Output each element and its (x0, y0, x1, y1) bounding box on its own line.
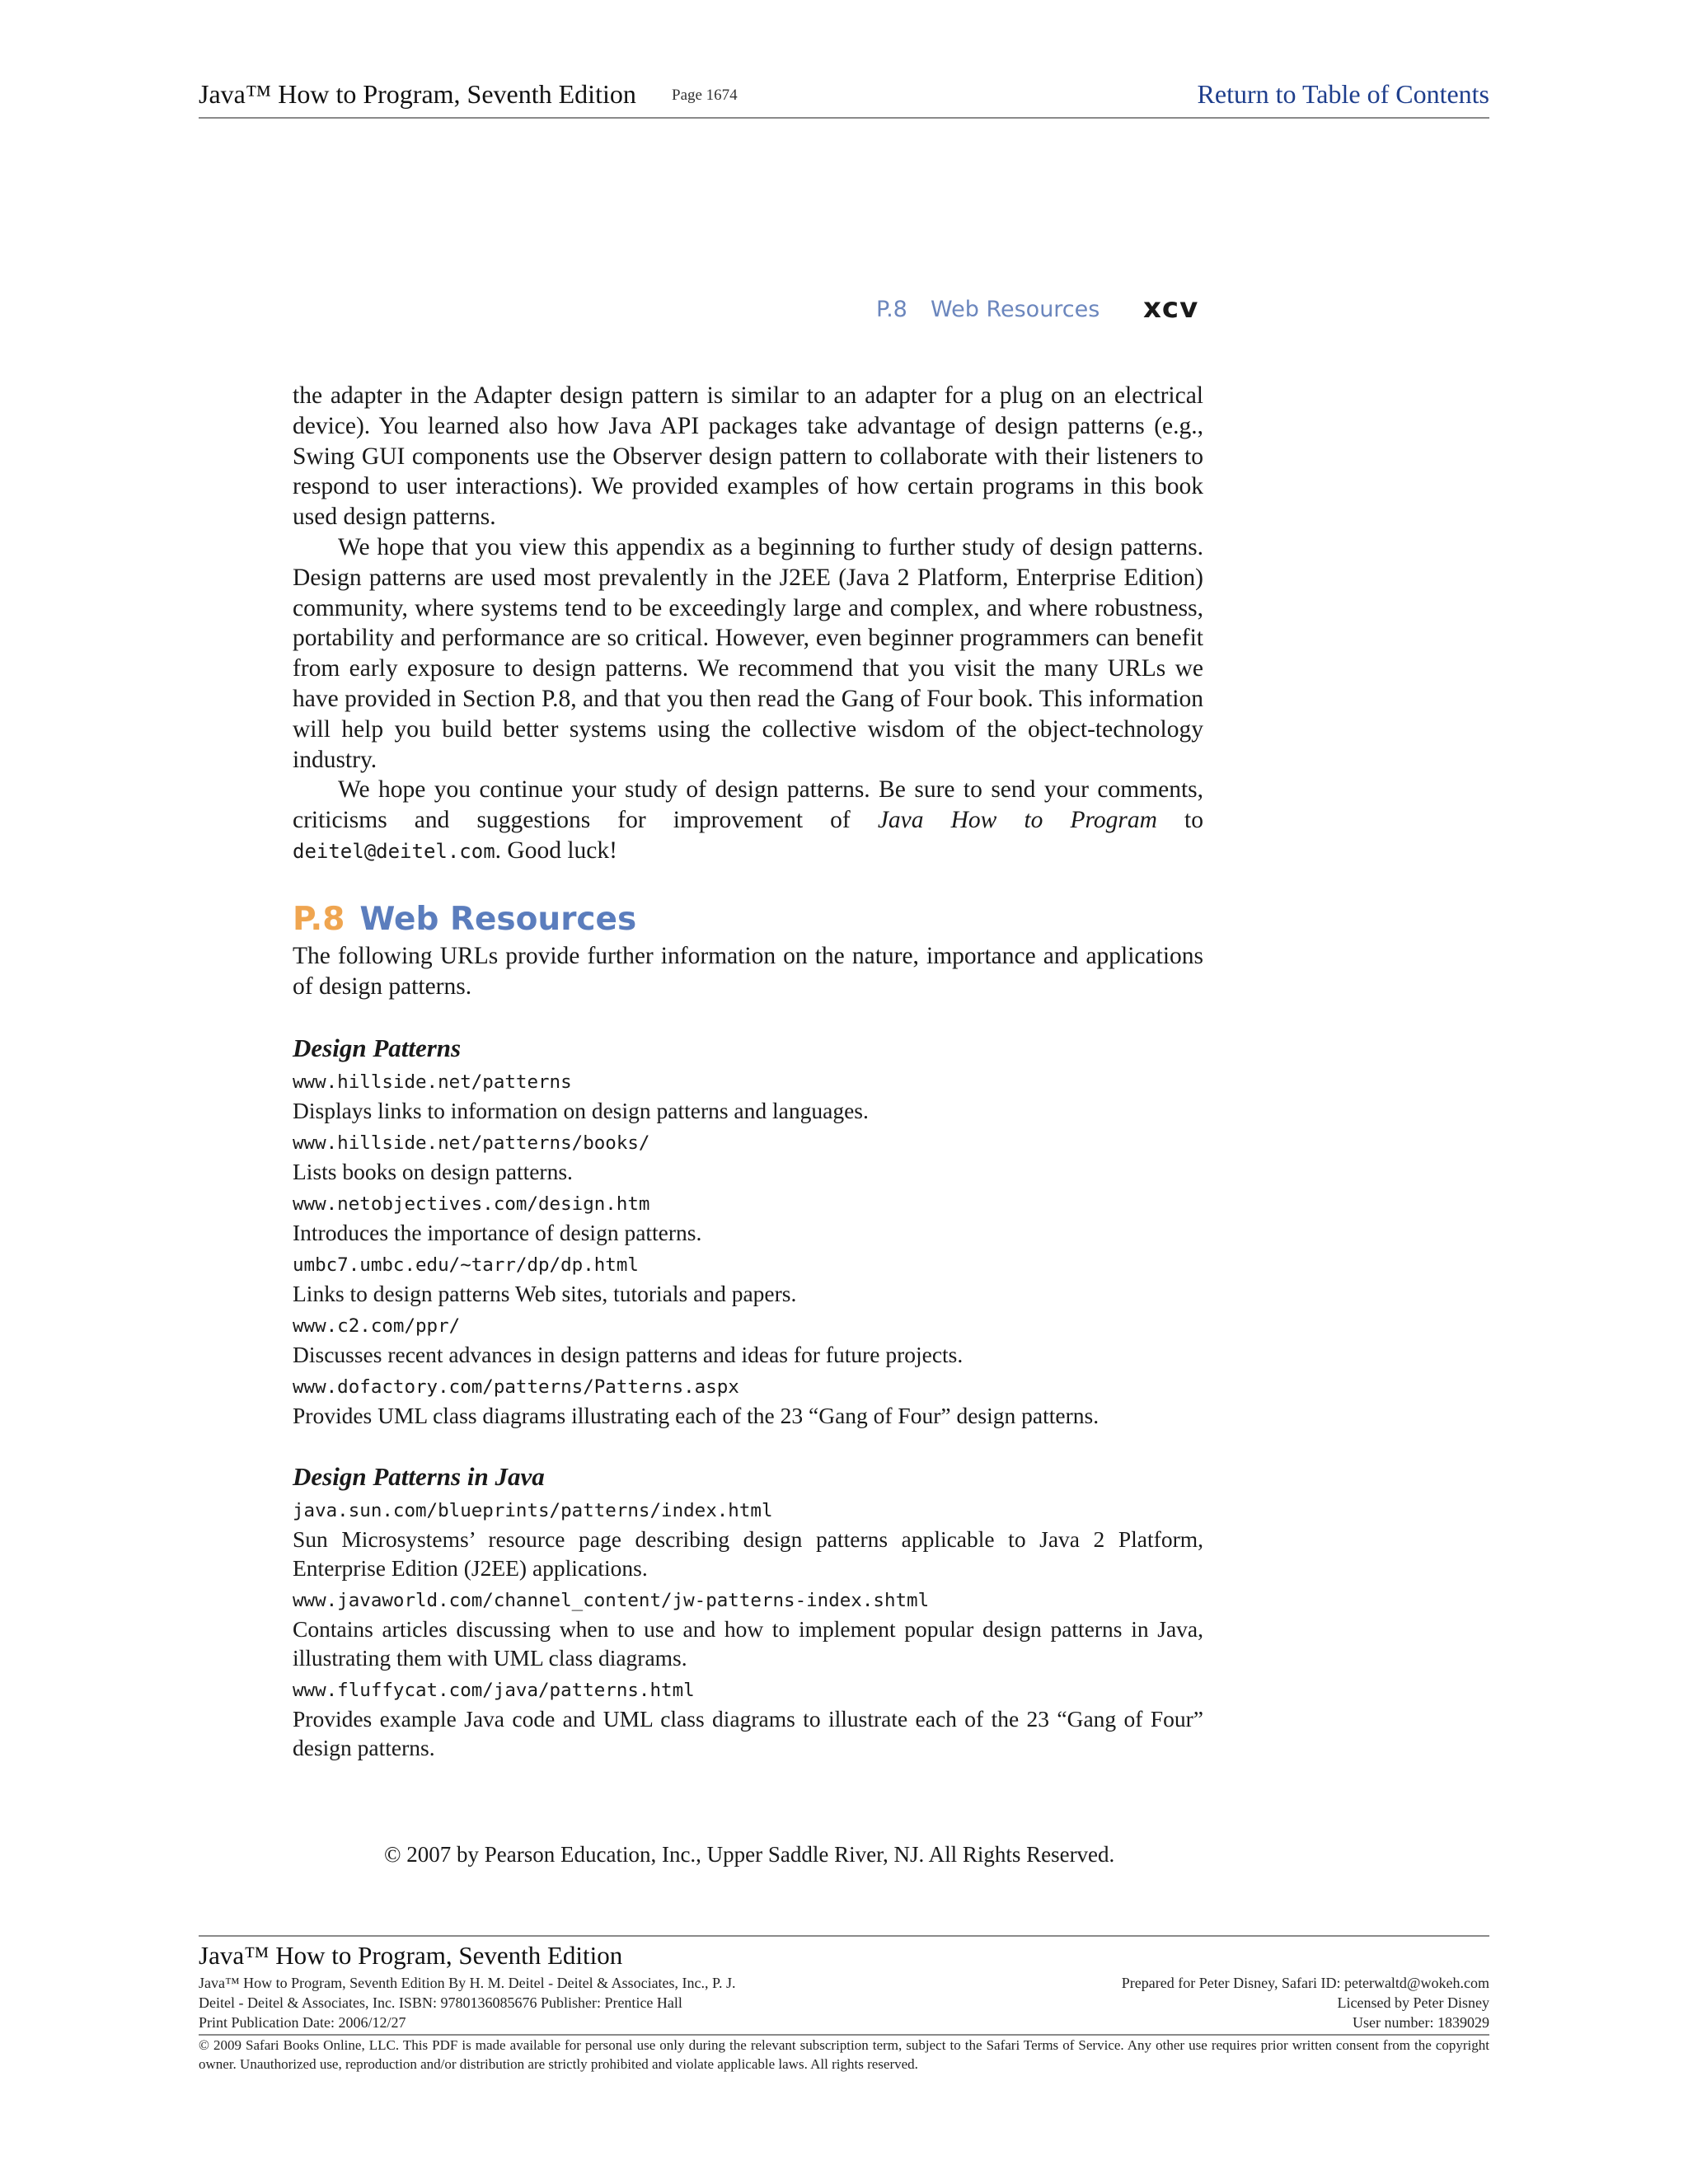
resource-item (293, 1188, 1203, 1247)
section-heading (293, 898, 1203, 941)
resource-url: www.hillside.net/patterns/books/ (293, 1132, 650, 1155)
body-paragraph: the adapter in the Adapter design pattern is similar to an adapter for a plug on an electrical device). You learned also how Java API packages take advantage of design patterns (e.g., Swing GUI components use the Observer design pattern to collaborate with their listeners to respond to user interactions). We provided examples of how certain programs in this book used design patterns. (293, 382, 1203, 531)
resource-group-heading: Design Patterns (293, 1033, 462, 1063)
resource-description: Links to design patterns Web sites, tutorials and papers. (293, 1281, 797, 1307)
resource-url: www.netobjectives.com/design.htm (293, 1193, 650, 1216)
copyright-notice: © 2007 by Pearson Education, Inc., Upper Saddle River, NJ. All Rights Reserved. (384, 1842, 1115, 1867)
body-paragraph: We hope that you view this appendix as a beginning to further study of design patterns. Design patterns are used most prevalently in the J2EE (Java 2 Platform, Enterprise Edition) community, where systems tend to be exceedingly large and complex, and where robustness, portability and performance are so critical. However, even beginner programmers can benefit from early exposure to design patterns. We recommend that you visit the many URLs we have provided in Section P.8, and that you then read the Gang of Four book. This information will help you build better systems using the collective wisdom of the object-technology industry. (293, 533, 1203, 773)
return-to-toc-link[interactable]: Return to Table of Contents (1197, 79, 1489, 109)
resource-description: Contains articles discussing when to use and how to implement popular design patterns in Java, illustrating them with UML class diagrams. (293, 1616, 1203, 1671)
running-head-section-name: Web Resources (931, 297, 1100, 322)
running-head-section-number: P.8 (876, 297, 907, 322)
resource-item (293, 1674, 1203, 1762)
roman-page-number: xcv (1143, 292, 1199, 325)
footer-legal-notice: © 2009 Safari Books Online, LLC. This PDF is made available for personal use only during the relevant subscription term, subject to the Safari Terms of Service. Any other use requires prior written consent from the copyright owner. Unauthorized use, reproduction and/or distribution are strictly prohibited and violate applicable laws. All rights reserved. (199, 2037, 1489, 2072)
book-title: Java™ How to Program, Seventh Edition (199, 79, 636, 109)
resource-item (293, 1584, 1203, 1672)
body-paragraph (293, 775, 1203, 866)
resource-description: Lists books on design patterns. (293, 1159, 573, 1185)
resource-item (293, 1066, 1203, 1125)
paragraph-text: We hope you continue your study of design patterns. Be sure to send your comments, criticisms and suggestions for improvement of (293, 776, 1203, 834)
page-footer (199, 1935, 1489, 2074)
resource-url: www.c2.com/ppr/ (293, 1315, 461, 1338)
section-intro: The following URLs provide further information on the nature, importance and applications of design patterns. (293, 942, 1203, 1000)
footer-text: Print Publication Date: 2006/12/27 (199, 2014, 406, 2031)
resource-item (293, 1371, 1203, 1430)
resource-url: www.hillside.net/patterns (293, 1071, 572, 1094)
resource-description: Provides example Java code and UML class diagrams to illustrate each of the 23 “Gang of Four” design patterns. (293, 1706, 1203, 1761)
resource-url: umbc7.umbc.edu/~tarr/dp/dp.html (293, 1254, 639, 1277)
main-content (293, 381, 1203, 1764)
resource-item (293, 1249, 1203, 1308)
footer-row (199, 1993, 1489, 2013)
paragraph-text: . Good luck! (495, 837, 617, 864)
section-title: Web Resources (359, 900, 637, 938)
footer-text: Licensed by Peter Disney (1337, 1994, 1489, 2011)
resource-description: Introduces the importance of design patterns. (293, 1220, 702, 1246)
resource-url: www.dofactory.com/patterns/Patterns.aspx (293, 1376, 739, 1399)
footer-row (199, 2013, 1489, 2032)
book-title-italic: Java How to Program (877, 807, 1157, 834)
resource-description: Provides UML class diagrams illustrating each of the 23 “Gang of Four” design patterns. (293, 1403, 1100, 1429)
resource-url: www.fluffycat.com/java/patterns.html (293, 1680, 695, 1702)
footer-text: Deitel - Deitel & Associates, Inc. ISBN: 9780136085676 Publisher: Prentice Hall (199, 1994, 682, 2011)
page-number: Page 1674 (672, 87, 738, 104)
paragraph-text: to (1156, 807, 1203, 834)
section-number: P.8 (293, 900, 345, 938)
resource-description: Sun Microsystems’ resource page describing design patterns applicable to Java 2 Platform, Enterprise Edition (J2EE) applications. (293, 1526, 1203, 1582)
footer-text: User number: 1839029 (1353, 2014, 1489, 2031)
resource-url: java.sun.com/blueprints/patterns/index.html (293, 1500, 773, 1522)
resource-item (293, 1127, 1203, 1186)
resource-item (293, 1494, 1203, 1582)
resource-description: Displays links to information on design patterns and languages. (293, 1098, 869, 1124)
footer-text: Java™ How to Program, Seventh Edition By H. M. Deitel - Deitel & Associates, Inc., P. J. (199, 1975, 736, 1991)
resource-item (293, 1310, 1203, 1369)
resource-url: www.javaworld.com/channel_content/jw-patterns-index.shtml (293, 1590, 930, 1612)
resource-groups (293, 1031, 1203, 1762)
footer-row (199, 1973, 1489, 1993)
resource-description: Discusses recent advances in design patterns and ideas for future projects. (293, 1342, 964, 1368)
running-head (874, 293, 1203, 335)
email-address: deitel@deitel.com (293, 839, 495, 863)
footer-book-title: Java™ How to Program, Seventh Edition (199, 1941, 623, 1970)
footer-text: Prepared for Peter Disney, Safari ID: peterwaltd@wokeh.com (1121, 1975, 1489, 1991)
resource-group-heading: Design Patterns in Java (293, 1462, 545, 1492)
page-header (199, 76, 1489, 119)
